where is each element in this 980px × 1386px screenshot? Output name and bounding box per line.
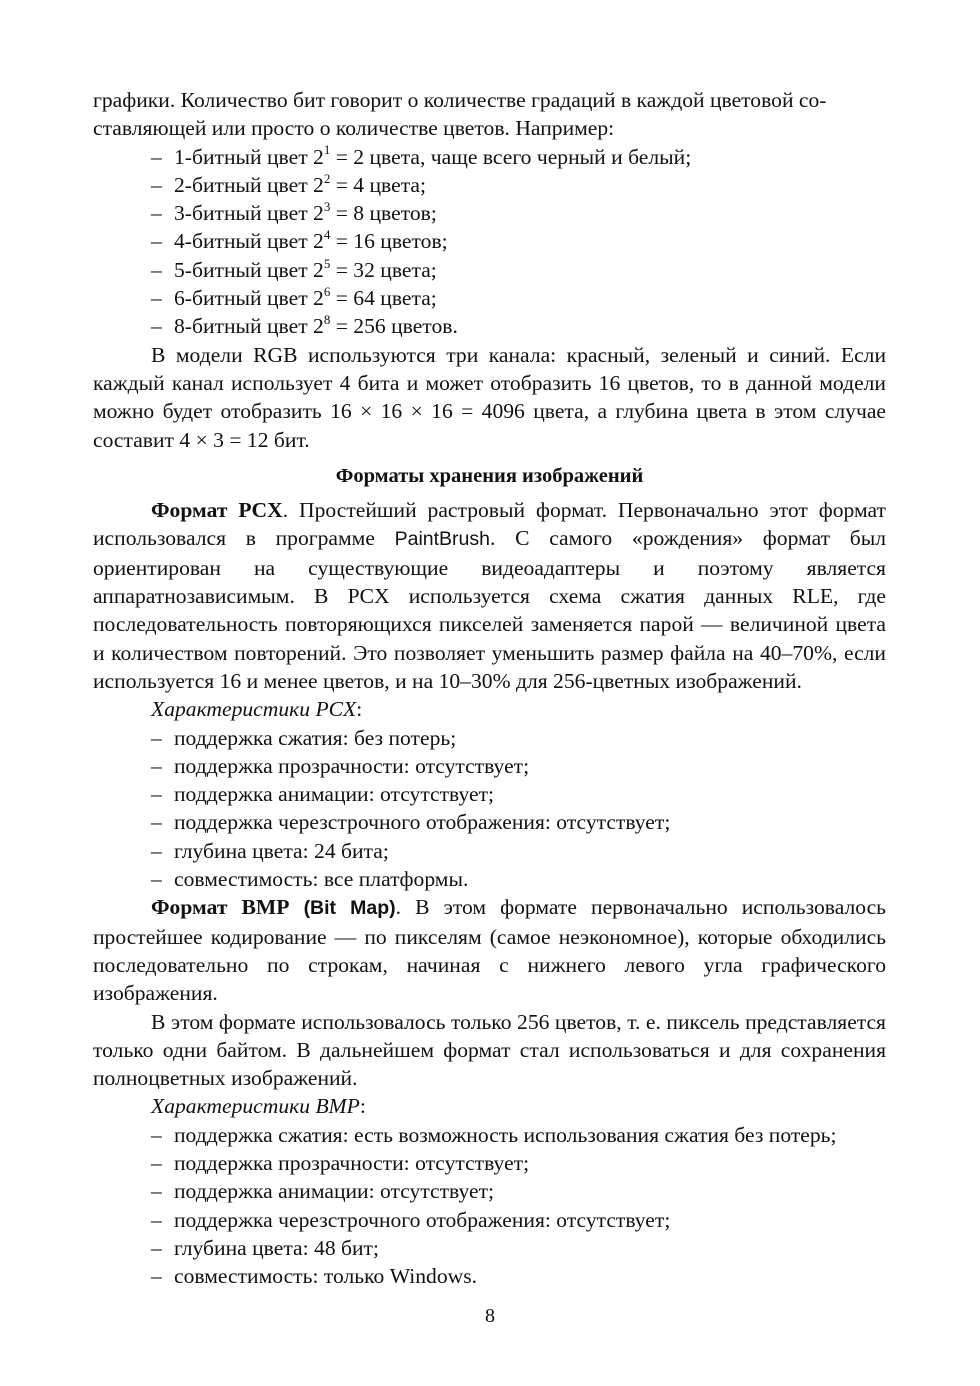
- list-item: – 6-битный цвет $2^6 = 64$ цвета;: [151, 284, 886, 312]
- dash-marker: –: [151, 1179, 162, 1204]
- list-item: – 3-битный цвет $2^3 = 8$ цветов;: [151, 199, 886, 227]
- list-item: – 1-битный цвет $2^1 = 2$ цвета, чаще всего черный и белый;: [151, 143, 886, 171]
- dash-marker: –: [151, 867, 162, 892]
- list-item: – поддержка черезстрочного отображения: отсутствует;: [151, 1206, 886, 1234]
- pcx-paragraph: Формат PCX. Простейший растровый формат. Первоначально этот формат использовался в программе PaintBrush. С самого «рождения» формат был ориентирован на существующие видеоадаптеры и поэтому является аппаратнозависимым. В PCX используется схема сжатия данных RLE, где последовательность повторяющихся пикселей заменяется парой — величиной цвета и количеством повторений. Это позволяет уменьшить размер файла на 40–70%, если используется 16 и менее цветов, и на 10–30% для 256-цветных изображений.: [93, 498, 887, 693]
- dash-marker: –: [151, 144, 162, 169]
- bmp-paragraph: Формат BMP (Bit Map). В этом формате первоначально использовалось простейшее кодирование — по пикселям (самое неэкономное), которые обходились последовательно по строкам, начиная с нижнего левого угла графического изображения.: [93, 895, 887, 1006]
- dash-marker: –: [151, 725, 162, 750]
- dash-marker: –: [151, 314, 162, 339]
- intro-paragraph: [93, 86, 886, 143]
- list-item: – поддержка прозрачности: отсутствует;: [151, 1149, 886, 1177]
- pcx-title: Формат PCX: [151, 498, 283, 523]
- dash-marker: –: [151, 286, 162, 311]
- dash-marker: –: [151, 1235, 162, 1260]
- section-heading: Форматы хранения изображений: [335, 464, 644, 487]
- list-item: – глубина цвета: 48 бит;: [151, 1234, 886, 1262]
- list-item: – поддержка анимации: отсутствует;: [151, 780, 886, 808]
- intro-line-1: графики. Количество бит говорит о количестве градаций в каждой цветовой со-: [93, 88, 827, 112]
- document-page: [93, 86, 886, 1290]
- bmp-title-suffix: (Bit Map): [303, 897, 396, 920]
- pcx-characteristics-label: Характеристики PCX:: [151, 697, 363, 722]
- pcx-characteristics-list: [93, 724, 886, 894]
- list-item: – 8-битный цвет $2^8 = 256$ цветов.: [151, 312, 886, 340]
- list-item: – совместимость: только Windows.: [151, 1262, 886, 1290]
- dash-marker: –: [151, 257, 162, 282]
- list-item: – поддержка сжатия: без потерь;: [151, 724, 886, 752]
- list-item: – 2-битный цвет $2^2 = 4$ цвета;: [151, 171, 886, 199]
- intro-line-2: ставляющей или просто о количестве цветов. Например:: [93, 116, 615, 141]
- list-item: – поддержка сжатия: есть возможность использования сжатия без потерь;: [151, 1121, 886, 1149]
- bmp-characteristics-list: [93, 1121, 886, 1291]
- dash-marker: –: [151, 838, 162, 863]
- dash-marker: –: [151, 1207, 162, 1232]
- bmp-paragraph-2: В этом формате использовалось только 256 цветов, т. е. пиксель представляется только одни байтом. В дальнейшем формат стал использоваться и для сохранения полноцветных изображений.: [93, 1009, 886, 1091]
- dash-marker: –: [151, 753, 162, 778]
- list-item: – глубина цвета: 24 бита;: [151, 837, 886, 865]
- dash-marker: –: [151, 172, 162, 197]
- list-item: – 5-битный цвет $2^5 = 32$ цвета;: [151, 256, 886, 284]
- dash-marker: –: [151, 201, 162, 226]
- page-number: 8: [485, 1305, 495, 1327]
- rgb-paragraph: В модели RGB используются три канала: красный, зеленый и синий. Если каждый канал использует 4 бита и может отобразить 16 цветов, то в данной модели можно будет отобразить 16 × 16 × 16 = 4096 цвета, а глубина цвета в этом случае составит 4 × 3 = 12 бит.: [93, 342, 886, 452]
- list-item: – поддержка черезстрочного отображения: отсутствует;: [151, 808, 886, 836]
- list-item: – поддержка прозрачности: отсутствует;: [151, 752, 886, 780]
- dash-marker: –: [151, 810, 162, 835]
- list-item: – 4-битный цвет $2^4 = 16$ цветов;: [151, 227, 886, 255]
- dash-marker: –: [151, 229, 162, 254]
- dash-marker: –: [151, 782, 162, 807]
- list-item: – совместимость: все платформы.: [151, 865, 886, 893]
- dash-marker: –: [151, 1122, 162, 1147]
- bit-depth-list: [93, 143, 886, 341]
- list-item: – поддержка анимации: отсутствует;: [151, 1177, 886, 1205]
- program-name: PaintBrush: [394, 528, 490, 551]
- dash-marker: –: [151, 1264, 162, 1289]
- bmp-characteristics-label: Характеристики BMP:: [151, 1094, 366, 1119]
- bmp-title: Формат BMP: [151, 895, 290, 920]
- dash-marker: –: [151, 1150, 162, 1175]
